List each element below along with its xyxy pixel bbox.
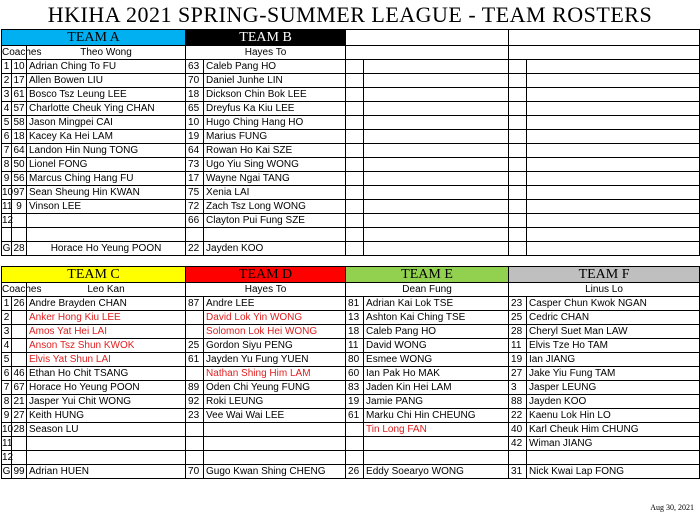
player-name: Anson Tsz Shun KWOK [27,339,186,353]
jersey-number: 50 [13,159,25,170]
empty-header [509,30,700,46]
player-name [204,437,346,451]
row-number: 11 [2,438,13,449]
empty-cell [527,172,700,186]
player-name: Eddy Soearyo WONG [364,465,509,479]
team-c-header: TEAM C [2,267,186,283]
player-name: Dreyfus Ka Kiu LEE [204,102,346,116]
empty-cell [509,60,527,74]
player-name [527,451,700,465]
empty-cell [527,116,700,130]
player-name: Kaenu Lok Hin LO [527,409,700,423]
jersey-number: 92 [186,395,204,409]
empty-cell [364,228,509,242]
empty-cell [346,60,364,74]
empty-cell [346,186,364,200]
player-name: Keith HUNG [27,409,186,423]
player-name [204,451,346,465]
jersey-number: 83 [346,381,364,395]
jersey-number: 28 [13,243,25,254]
empty-cell [346,172,364,186]
jersey-number: 19 [346,395,364,409]
row-number: 8 [2,395,12,409]
player-name [27,451,186,465]
row-number: G [2,466,11,477]
player-name: Jasper Yui Chit WONG [27,395,186,409]
jersey-number [12,437,27,451]
jersey-number: 57 [13,103,25,114]
player-name [364,437,509,451]
player-name: Cedric CHAN [527,311,700,325]
player-name: Nick Kwai Lap FONG [527,465,700,479]
player-name [27,214,186,228]
jersey-number: 88 [509,395,527,409]
jersey-number: 11 [346,339,364,353]
row-number: 10 [2,187,14,198]
row-number: 4 [2,102,12,116]
player-name: Amos Yat Hei LAI [27,325,186,339]
empty-cell [346,158,364,172]
player-name [27,437,186,451]
team-e-header: TEAM E [346,267,509,283]
jersey-number: 61 [13,89,25,100]
jersey-number: 13 [346,311,364,325]
jersey-number [186,367,204,381]
table-row [2,242,700,256]
jersey-number: 23 [509,297,527,311]
empty-cell [527,60,700,74]
jersey-number: 40 [509,423,527,437]
player-name: Sean Sheung Hin KWAN [27,186,186,200]
player-name [204,228,346,242]
empty-cell [346,130,364,144]
row-number: 6 [2,367,12,381]
empty-cell [527,102,700,116]
jersey-number [12,214,27,228]
team-f-coach: Linus Lo [509,283,700,297]
player-name: Gordon Siyu PENG [204,339,346,353]
empty-cell [527,88,700,102]
jersey-number: 80 [346,353,364,367]
player-name: Caleb Pang HO [204,60,346,74]
empty-cell [527,214,700,228]
empty-cell [346,144,364,158]
empty-cell [364,74,509,88]
jersey-number: 9 [12,200,27,214]
jersey-number: 18 [13,131,25,142]
empty-cell [509,214,527,228]
player-name: Wiman JIANG [527,437,700,451]
team-d-header: TEAM D [186,267,346,283]
jersey-number [186,228,204,242]
jersey-number: 27 [13,410,25,421]
table-row [2,311,700,325]
jersey-number: 27 [509,367,527,381]
jersey-number [186,451,204,465]
team-d-coach: Hayes To [186,283,346,297]
empty-cell [346,88,364,102]
empty-cell [364,200,509,214]
bottom-roster-table [1,266,700,479]
player-name: Elvis Tze Ho TAM [527,339,700,353]
jersey-number: 46 [13,368,25,379]
empty-cell [364,88,509,102]
player-name: Tin Long FAN [364,423,509,437]
empty-cell [346,242,364,256]
empty-cell [364,60,509,74]
row-number: 5 [2,353,12,367]
jersey-number: 70 [186,465,204,479]
player-name: Horace Ho Yeung POON [27,381,186,395]
team-a-header: TEAM A [2,30,186,46]
player-name: Adrian Ching To FU [27,60,186,74]
empty-cell [527,74,700,88]
jersey-number: 21 [13,396,25,407]
empty-cell [509,186,527,200]
jersey-number: 65 [186,102,204,116]
empty-cell [509,88,527,102]
jersey-number: 31 [509,465,527,479]
jersey-number: 19 [509,353,527,367]
table-row [2,144,700,158]
empty-cell [346,214,364,228]
row-number: 1 [2,297,12,311]
row-number: 3 [2,88,12,102]
player-name: Wayne Ngai TANG [204,172,346,186]
jersey-number: 25 [509,311,527,325]
coaches-label: Coaches [2,284,42,295]
jersey-number: 70 [186,74,204,88]
player-name: Gugo Kwan Shing CHENG [204,465,346,479]
empty-cell [364,186,509,200]
player-name: Zach Tsz Long WONG [204,200,346,214]
page-title: HKIHA 2021 SPRING-SUMMER LEAGUE - TEAM ROSTERS [47,2,653,27]
player-name: Season LU [27,423,186,437]
player-name: Solomon Lok Hei WONG [204,325,346,339]
player-name: Kacey Ka Hei LAM [27,130,186,144]
player-name: Esmee WONG [364,353,509,367]
jersey-number [186,311,204,325]
jersey-number [186,423,204,437]
row-number: 8 [2,158,12,172]
empty-cell [527,130,700,144]
player-name: Ian JIANG [527,353,700,367]
player-name: David Lok Yin WONG [204,311,346,325]
jersey-number: 17 [13,75,25,86]
empty-cell [346,102,364,116]
table-row [2,158,700,172]
team-c-coach: Leo Kan [27,283,186,297]
table-row [2,381,700,395]
player-name: Horace Ho Yeung POON [27,242,186,256]
jersey-number [509,451,527,465]
player-name: Vee Wai Wai LEE [204,409,346,423]
table-row [2,88,700,102]
empty-cell [346,46,509,60]
table-row [2,437,700,451]
player-name: Elvis Yat Shun LAI [27,353,186,367]
table-row [2,116,700,130]
player-name: Oden Chi Yeung FUNG [204,381,346,395]
empty-cell [346,228,364,242]
player-name: Casper Chun Kwok NGAN [527,297,700,311]
team-f-header: TEAM F [509,267,700,283]
player-name: Jayden KOO [204,242,346,256]
jersey-number [346,451,364,465]
table-row [2,395,700,409]
jersey-number [346,437,364,451]
player-name: Ian Pak Ho MAK [364,367,509,381]
player-name: Ashton Kai Ching TSE [364,311,509,325]
jersey-number: 60 [346,367,364,381]
jersey-number: 66 [186,214,204,228]
row-number: 2 [2,74,12,88]
player-name: Nathan Shing Him LAM [204,367,346,381]
empty-cell [509,102,527,116]
player-name: Adrian Kai Lok TSE [364,297,509,311]
jersey-number: 19 [186,130,204,144]
table-row [2,172,700,186]
player-name [364,451,509,465]
jersey-number [346,423,364,437]
table-row [2,228,700,242]
team-header-row [2,30,700,46]
jersey-number: 26 [346,465,364,479]
jersey-number: 25 [186,339,204,353]
jersey-number: 72 [186,200,204,214]
empty-cell [364,116,509,130]
jersey-number: 28 [509,325,527,339]
player-name: Caleb Pang HO [364,325,509,339]
player-name: Roki LEUNG [204,395,346,409]
jersey-number [12,451,27,465]
jersey-number: 17 [186,172,204,186]
jersey-number: 56 [13,173,25,184]
player-name: Allen Bowen LIU [27,74,186,88]
player-name: Marcus Ching Hang FU [27,172,186,186]
jersey-number: 97 [13,187,25,198]
player-name: Jamie PANG [364,395,509,409]
jersey-number: 64 [13,145,25,156]
table-row [2,214,700,228]
coach-row [2,283,700,297]
row-number [2,228,12,242]
jersey-number: 18 [346,325,364,339]
row-number: 12 [2,452,14,463]
empty-cell [364,172,509,186]
table-row [2,102,700,116]
jersey-number: 99 [13,466,25,477]
player-name: Vinson LEE [27,200,186,214]
empty-cell [509,200,527,214]
empty-cell [527,186,700,200]
empty-cell [364,102,509,116]
empty-cell [346,116,364,130]
jersey-number [12,353,27,367]
row-number: 7 [2,381,12,395]
jersey-number: 87 [186,297,204,311]
jersey-number: 81 [346,297,364,311]
player-name: Xenia LAI [204,186,346,200]
player-name: Karl Cheuk Him CHUNG [527,423,700,437]
player-name: Jasper LEUNG [527,381,700,395]
coach-row [2,46,700,60]
row-number: 2 [2,311,12,325]
empty-cell [346,74,364,88]
row-number: 12 [2,215,14,226]
jersey-number: 3 [509,381,527,395]
empty-cell [509,144,527,158]
row-number: 3 [2,325,12,339]
table-row [2,353,700,367]
jersey-number [186,437,204,451]
empty-cell [527,228,700,242]
table-row [2,200,700,214]
player-name: Anker Hong Kiu LEE [27,311,186,325]
player-name: Jayden Yu Fung YUEN [204,353,346,367]
jersey-number: 11 [509,339,527,353]
jersey-number: 28 [13,424,25,435]
jersey-number [12,228,27,242]
jersey-number: 58 [13,117,25,128]
table-row [2,60,700,74]
jersey-number: 63 [186,60,204,74]
row-number: 6 [2,130,12,144]
empty-cell [509,172,527,186]
team-header-row [2,267,700,283]
team-b-coach: Hayes To [186,46,346,60]
jersey-number: 26 [13,298,25,309]
empty-cell [364,158,509,172]
empty-cell [527,242,700,256]
jersey-number: 64 [186,144,204,158]
row-number: 5 [2,116,12,130]
player-name: Hugo Ching Hang HO [204,116,346,130]
player-name: Jayden KOO [527,395,700,409]
player-name: Marius FUNG [204,130,346,144]
empty-cell [364,144,509,158]
row-number: 1 [2,60,12,74]
table-row [2,451,700,465]
empty-cell [527,158,700,172]
row-number: 9 [2,409,12,423]
jersey-number [12,325,27,339]
jersey-number: 22 [509,409,527,423]
player-name: Charlotte Cheuk Ying CHAN [27,102,186,116]
player-name: Cheryl Suet Man LAW [527,325,700,339]
empty-cell [509,130,527,144]
team-a-coach: Theo Wong [27,46,186,60]
player-name: Bosco Tsz Leung LEE [27,88,186,102]
player-name: Jaden Kin Hei LAM [364,381,509,395]
jersey-number [186,325,204,339]
jersey-number: 89 [186,381,204,395]
empty-cell [509,158,527,172]
jersey-number [12,339,27,353]
empty-header [346,30,509,46]
coaches-label: Coaches [2,47,42,58]
jersey-number: 61 [186,353,204,367]
player-name: Ethan Ho Chit TSANG [27,367,186,381]
table-row [2,409,700,423]
top-roster-table [1,29,700,256]
jersey-number: 23 [186,409,204,423]
jersey-number: 10 [186,116,204,130]
jersey-number: 67 [13,382,25,393]
row-number: 7 [2,144,12,158]
table-row [2,423,700,437]
empty-cell [509,74,527,88]
player-name [204,423,346,437]
table-row [2,297,700,311]
player-name: Dickson Chin Bok LEE [204,88,346,102]
empty-cell [364,130,509,144]
table-row [2,339,700,353]
player-name: David WONG [364,339,509,353]
team-b-header: TEAM B [186,30,346,46]
table-row [2,74,700,88]
player-name: Marku Chi Hin CHEUNG [364,409,509,423]
empty-cell [527,144,700,158]
jersey-number: 61 [346,409,364,423]
table-row [2,367,700,381]
jersey-number: 42 [509,437,527,451]
row-number: 4 [2,339,12,353]
player-name: Ugo Yiu Sing WONG [204,158,346,172]
empty-cell [509,46,700,60]
row-number: 11 [2,201,13,212]
jersey-number [12,311,27,325]
table-row [2,325,700,339]
player-name: Lionel FONG [27,158,186,172]
player-name: Andre Brayden CHAN [27,297,186,311]
player-name: Jake Yiu Fung TAM [527,367,700,381]
player-name: Andre LEE [204,297,346,311]
jersey-number: 18 [186,88,204,102]
empty-cell [509,242,527,256]
player-name: Rowan Ho Kai SZE [204,144,346,158]
jersey-number: 10 [13,61,25,72]
date-stamp: Aug 30, 2021 [650,503,694,512]
jersey-number: 22 [186,242,204,256]
empty-cell [509,116,527,130]
team-e-coach: Dean Fung [346,283,509,297]
player-name: Landon Hin Nung TONG [27,144,186,158]
empty-cell [364,242,509,256]
empty-cell [364,214,509,228]
row-number: 9 [2,172,12,186]
table-row [2,465,700,479]
player-name: Clayton Pui Fung SZE [204,214,346,228]
jersey-number: 73 [186,158,204,172]
jersey-number: 75 [186,186,204,200]
table-row [2,130,700,144]
empty-cell [509,228,527,242]
row-number: 10 [2,424,14,435]
player-name: Adrian HUEN [27,465,186,479]
player-name [27,228,186,242]
player-name: Daniel Junhe LIN [204,74,346,88]
empty-cell [346,200,364,214]
empty-cell [527,200,700,214]
table-row [2,186,700,200]
player-name: Jason Mingpei CAI [27,116,186,130]
row-number: G [2,243,11,254]
